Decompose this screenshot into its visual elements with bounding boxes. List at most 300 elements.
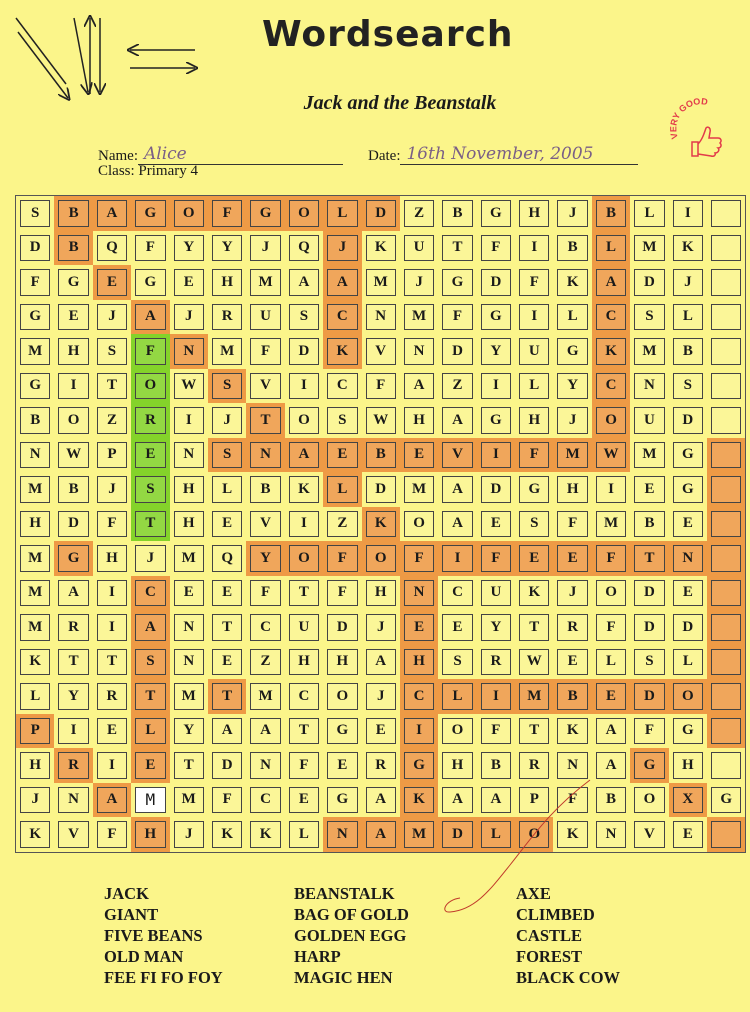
grid-cell [208, 334, 246, 369]
grid-letter: B [673, 338, 703, 365]
grid-cell [592, 507, 630, 542]
grid-cell [93, 438, 131, 473]
grid-cell [170, 507, 208, 542]
grid-letter [711, 511, 741, 538]
grid-letter: J [174, 304, 204, 331]
grid-letter: D [58, 511, 88, 538]
grid-letter: L [442, 683, 472, 710]
grid-cell [707, 645, 745, 680]
grid-cell [515, 679, 553, 714]
grid-cell [93, 748, 131, 783]
grid-cell [630, 231, 668, 266]
grid-letter: Q [97, 235, 127, 262]
name-label: Name: [98, 148, 138, 164]
grid-cell [438, 438, 476, 473]
grid-cell [630, 645, 668, 680]
grid-cell [54, 576, 92, 611]
grid-cell [323, 403, 361, 438]
grid-cell [362, 507, 400, 542]
grid-cell [553, 369, 591, 404]
grid-letter: J [135, 545, 165, 572]
grid-letter: R [135, 407, 165, 434]
stamp-text: VERY GOOD [668, 96, 709, 141]
grid-cell [208, 369, 246, 404]
grid-letter: H [97, 545, 127, 572]
grid-letter: A [58, 580, 88, 607]
grid-letter: A [135, 614, 165, 641]
grid-letter: H [212, 269, 242, 296]
grid-cell [16, 369, 54, 404]
grid-letter: D [634, 683, 664, 710]
grid-cell [362, 645, 400, 680]
grid-letter: O [289, 200, 319, 227]
grid-letter: G [442, 269, 472, 296]
grid-cell [323, 679, 361, 714]
grid-letter [711, 304, 741, 331]
grid-cell [131, 610, 169, 645]
grid-letter: D [634, 614, 664, 641]
grid-cell [592, 231, 630, 266]
word-list-item: JACK [104, 884, 149, 903]
grid-cell [438, 541, 476, 576]
grid-letter: J [557, 580, 587, 607]
grid-cell [93, 403, 131, 438]
grid-letter: F [135, 235, 165, 262]
grid-cell [170, 748, 208, 783]
grid-cell [707, 231, 745, 266]
grid-cell [438, 645, 476, 680]
grid-letter: H [174, 476, 204, 503]
grid-cell [515, 334, 553, 369]
grid-cell [515, 403, 553, 438]
grid-letter: T [212, 614, 242, 641]
grid-cell [362, 783, 400, 818]
grid-cell [170, 438, 208, 473]
word-list-item: FOREST [516, 947, 583, 966]
grid-letter: T [135, 511, 165, 538]
grid-letter: K [366, 235, 396, 262]
grid-cell [553, 196, 591, 231]
grid-letter: O [327, 683, 357, 710]
grid-cell [400, 403, 438, 438]
grid-letter: H [366, 580, 396, 607]
grid-cell [515, 196, 553, 231]
grid-cell [362, 438, 400, 473]
grid-letter: A [135, 304, 165, 331]
grid-letter: R [212, 304, 242, 331]
grid-letter: C [596, 304, 626, 331]
grid-cell [477, 679, 515, 714]
grid-cell [93, 196, 131, 231]
wordsearch-grid [16, 196, 745, 852]
grid-letter: B [58, 200, 88, 227]
grid-letter: M [634, 442, 664, 469]
grid-letter: M [250, 683, 280, 710]
grid-letter: D [634, 269, 664, 296]
grid-cell [553, 231, 591, 266]
grid-letter: I [481, 683, 511, 710]
grid-letter: G [135, 269, 165, 296]
grid-letter: D [481, 476, 511, 503]
grid-cell [208, 714, 246, 749]
grid-letter: J [20, 787, 50, 814]
grid-cell [16, 714, 54, 749]
grid-cell [93, 783, 131, 818]
grid-letter: I [97, 580, 127, 607]
grid-letter: S [97, 338, 127, 365]
grid-letter: A [250, 718, 280, 745]
grid-cell [669, 231, 707, 266]
grid-cell [285, 610, 323, 645]
grid-letter: N [557, 752, 587, 779]
grid-letter: A [327, 269, 357, 296]
grid-cell [208, 265, 246, 300]
grid-cell [630, 748, 668, 783]
grid-letter: L [673, 649, 703, 676]
grid-cell [669, 541, 707, 576]
grid-cell [93, 369, 131, 404]
grid-cell [400, 541, 438, 576]
grid-cell [93, 679, 131, 714]
grid-letter: K [557, 718, 587, 745]
grid-cell [630, 817, 668, 852]
grid-letter: S [634, 649, 664, 676]
grid-cell [323, 196, 361, 231]
grid-letter: G [20, 304, 50, 331]
grid-cell [362, 265, 400, 300]
grid-cell [246, 714, 284, 749]
grid-cell [630, 783, 668, 818]
grid-letter: M [212, 338, 242, 365]
grid-letter: M [135, 787, 165, 814]
grid-letter: A [366, 649, 396, 676]
grid-letter: K [250, 821, 280, 848]
grid-letter: U [250, 304, 280, 331]
grid-cell [553, 507, 591, 542]
grid-cell [438, 576, 476, 611]
grid-letter: I [519, 304, 549, 331]
grid-cell [131, 300, 169, 335]
grid-cell [323, 817, 361, 852]
grid-letter: N [327, 821, 357, 848]
grid-cell [362, 748, 400, 783]
grid-cell [630, 438, 668, 473]
grid-cell [323, 610, 361, 645]
grid-cell [707, 783, 745, 818]
grid-cell [438, 714, 476, 749]
grid-cell [208, 610, 246, 645]
grid-letter: Z [404, 200, 434, 227]
grid-letter: V [58, 821, 88, 848]
grid-cell [553, 576, 591, 611]
grid-letter: U [404, 235, 434, 262]
grid-cell [285, 265, 323, 300]
grid-letter: C [289, 683, 319, 710]
grid-cell [285, 196, 323, 231]
date-label: Date: [368, 148, 401, 164]
grid-cell [93, 645, 131, 680]
grid-letter: N [174, 614, 204, 641]
grid-letter [711, 338, 741, 365]
grid-letter: A [596, 269, 626, 296]
grid-letter: H [673, 752, 703, 779]
grid-cell [16, 334, 54, 369]
grid-cell [400, 645, 438, 680]
grid-cell [400, 507, 438, 542]
grid-cell [630, 334, 668, 369]
grid-letter: R [557, 614, 587, 641]
date-value: 16th November, 2005 [406, 144, 594, 164]
grid-letter: G [327, 718, 357, 745]
grid-cell [246, 231, 284, 266]
grid-cell [16, 438, 54, 473]
grid-cell [438, 196, 476, 231]
grid-letter: H [20, 511, 50, 538]
grid-cell [592, 645, 630, 680]
grid-letter: Y [481, 338, 511, 365]
grid-letter: G [557, 338, 587, 365]
grid-cell [54, 334, 92, 369]
word-list-item: BAG OF GOLD [294, 905, 409, 924]
grid-cell [16, 541, 54, 576]
grid-cell [362, 541, 400, 576]
name-value: Alice [143, 144, 187, 164]
grid-letter: I [481, 373, 511, 400]
grid-cell [362, 300, 400, 335]
grid-cell [669, 507, 707, 542]
grid-letter: C [250, 787, 280, 814]
name-field [98, 144, 343, 165]
grid-cell [16, 507, 54, 542]
grid-letter: T [135, 683, 165, 710]
grid-letter: M [404, 821, 434, 848]
grid-cell [669, 369, 707, 404]
grid-cell [515, 507, 553, 542]
grid-cell [400, 265, 438, 300]
grid-cell [477, 576, 515, 611]
grid-letter: W [519, 649, 549, 676]
grid-letter: F [250, 338, 280, 365]
grid-cell [438, 334, 476, 369]
grid-letter: H [519, 200, 549, 227]
grid-cell [131, 679, 169, 714]
grid-letter: L [20, 683, 50, 710]
grid-cell [285, 783, 323, 818]
grid-cell [170, 714, 208, 749]
grid-letter: F [481, 545, 511, 572]
grid-cell [246, 541, 284, 576]
grid-cell [362, 679, 400, 714]
grid-cell [669, 576, 707, 611]
grid-cell [515, 541, 553, 576]
page-title: Wordsearch [262, 14, 514, 55]
grid-cell [669, 817, 707, 852]
grid-cell [246, 817, 284, 852]
grid-letter: L [135, 718, 165, 745]
grid-cell [630, 265, 668, 300]
grid-letter: G [250, 200, 280, 227]
grid-cell [93, 300, 131, 335]
grid-cell [707, 576, 745, 611]
grid-letter [711, 476, 741, 503]
grid-letter: L [481, 821, 511, 848]
grid-letter: G [673, 718, 703, 745]
grid-letter: N [673, 545, 703, 572]
grid-cell [208, 472, 246, 507]
grid-letter: A [289, 442, 319, 469]
grid-letter: N [58, 787, 88, 814]
grid-letter: F [327, 580, 357, 607]
grid-cell [16, 610, 54, 645]
grid-letter: R [58, 614, 88, 641]
grid-letter: A [97, 787, 127, 814]
grid-cell [54, 196, 92, 231]
grid-cell [669, 438, 707, 473]
grid-cell [438, 403, 476, 438]
grid-cell [669, 334, 707, 369]
grid-letter: O [634, 787, 664, 814]
grid-letter: X [673, 787, 703, 814]
grid-cell [16, 679, 54, 714]
grid-letter: J [97, 476, 127, 503]
grid-letter: M [250, 269, 280, 296]
grid-cell [285, 817, 323, 852]
grid-letter: M [20, 338, 50, 365]
grid-cell [131, 783, 169, 818]
grid-letter: J [673, 269, 703, 296]
grid-letter: K [557, 821, 587, 848]
grid-cell [208, 817, 246, 852]
grid-letter: T [519, 718, 549, 745]
grid-letter: S [442, 649, 472, 676]
grid-cell [630, 714, 668, 749]
grid-letter: M [366, 269, 396, 296]
grid-cell [630, 679, 668, 714]
grid-letter: G [58, 545, 88, 572]
grid-letter: B [366, 442, 396, 469]
grid-cell [285, 714, 323, 749]
grid-letter: T [289, 580, 319, 607]
grid-letter: Z [442, 373, 472, 400]
grid-cell [285, 645, 323, 680]
grid-cell [93, 472, 131, 507]
grid-cell [131, 403, 169, 438]
grid-letter: Y [557, 373, 587, 400]
grid-cell [438, 265, 476, 300]
grid-letter: O [289, 407, 319, 434]
grid-cell [669, 783, 707, 818]
grid-letter [711, 683, 741, 710]
grid-cell [16, 265, 54, 300]
grid-letter: K [20, 821, 50, 848]
grid-cell [323, 541, 361, 576]
grid-cell [16, 472, 54, 507]
grid-letter: E [673, 821, 703, 848]
grid-letter: A [442, 407, 472, 434]
grid-cell [208, 748, 246, 783]
grid-letter: K [519, 580, 549, 607]
grid-letter: W [58, 442, 88, 469]
grid-letter: E [135, 752, 165, 779]
grid-cell [285, 576, 323, 611]
grid-cell [246, 265, 284, 300]
grid-letter: E [212, 511, 242, 538]
grid-letter: T [634, 545, 664, 572]
grid-letter: K [366, 511, 396, 538]
grid-letter: R [97, 683, 127, 710]
grid-cell [669, 679, 707, 714]
grid-cell [323, 472, 361, 507]
grid-cell [54, 714, 92, 749]
grid-letter: M [557, 442, 587, 469]
grid-letter: F [20, 269, 50, 296]
grid-letter: I [97, 614, 127, 641]
grid-letter: D [634, 580, 664, 607]
grid-cell [438, 472, 476, 507]
grid-cell [208, 300, 246, 335]
grid-letter: K [596, 338, 626, 365]
word-list-item: AXE [516, 884, 551, 903]
grid-letter: E [481, 511, 511, 538]
grid-letter: C [250, 614, 280, 641]
grid-cell [246, 645, 284, 680]
grid-letter: E [673, 580, 703, 607]
grid-letter [711, 718, 741, 745]
grid-cell [592, 334, 630, 369]
grid-cell [477, 472, 515, 507]
grid-letter: B [557, 683, 587, 710]
grid-letter [711, 614, 741, 641]
grid-letter: I [97, 752, 127, 779]
grid-letter: G [519, 476, 549, 503]
grid-letter: M [174, 683, 204, 710]
grid-cell [669, 196, 707, 231]
grid-letter: S [289, 304, 319, 331]
grid-cell [477, 300, 515, 335]
grid-cell [246, 196, 284, 231]
grid-letter: R [366, 752, 396, 779]
grid-cell [592, 541, 630, 576]
grid-cell [93, 334, 131, 369]
grid-cell [630, 369, 668, 404]
grid-cell [54, 472, 92, 507]
grid-cell [208, 679, 246, 714]
grid-letter: A [366, 787, 396, 814]
grid-cell [553, 334, 591, 369]
grid-letter: G [135, 200, 165, 227]
grid-cell [170, 817, 208, 852]
grid-cell [669, 265, 707, 300]
grid-letter: B [481, 752, 511, 779]
grid-letter: E [212, 649, 242, 676]
grid-letter: E [174, 269, 204, 296]
grid-cell [131, 334, 169, 369]
grid-letter: C [327, 373, 357, 400]
grid-letter: N [174, 338, 204, 365]
grid-letter: E [557, 545, 587, 572]
grid-letter: T [442, 235, 472, 262]
grid-letter: F [634, 718, 664, 745]
grid-cell [54, 541, 92, 576]
grid-letter: G [711, 787, 741, 814]
grid-letter: F [404, 545, 434, 572]
grid-letter: S [212, 373, 242, 400]
grid-letter: C [327, 304, 357, 331]
grid-cell [93, 610, 131, 645]
grid-letter: Y [174, 235, 204, 262]
grid-letter [711, 269, 741, 296]
grid-cell [477, 403, 515, 438]
